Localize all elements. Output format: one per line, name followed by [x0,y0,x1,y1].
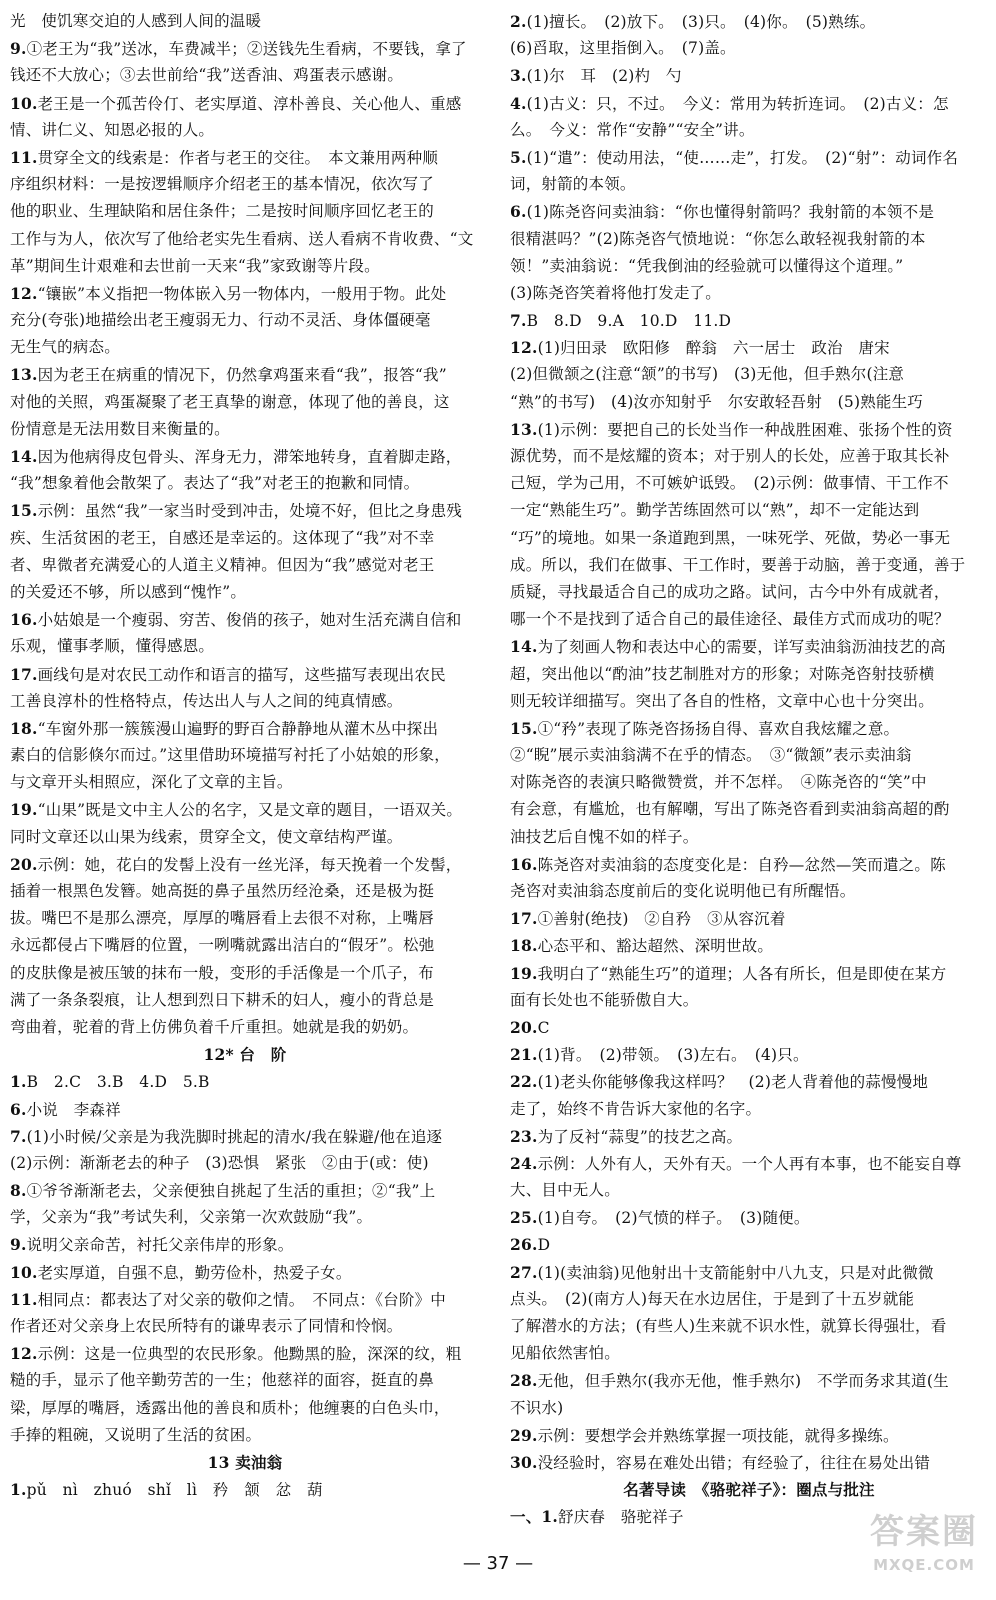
answer-line [10,742,480,769]
answer-line [10,1231,480,1258]
answer-text: 小姑娘是一个瘦弱、穷苦、俊俏的孩子，她对生活充满自信和 [37,611,462,630]
answer-text: 小说 李森祥 [26,1100,121,1119]
answer-text: 弯曲着，驼着的背上仿佛负着千斤重担。她就是我的奶奶。 [10,1017,419,1036]
answer-text: 相同点：都表达了对父亲的敬仰之情。 不同点：《台阶》中 [37,1290,446,1309]
answer-text: 贯穿全文的线索是：作者与老王的交往。 本文兼用两种顺 [37,148,439,167]
answer-text: 对陈尧咨的表演只略微赞赏，并不怎样。 ④陈尧咨的“笑”中 [510,773,927,792]
answer-text: 尧咨对卖油翁态度前后的变化说明他已有所醒悟。 [510,882,856,900]
answer-line [10,62,480,89]
answer-text: 大、目中无人。 [510,1181,620,1200]
question-number: 29. [510,1425,538,1445]
answer-text: 无生气的病态。 [10,338,120,357]
answer-text: 插着一根黑色发簪。她高挺的鼻子虽然历经沧桑，还是极为挺 [10,882,434,900]
answer-line [510,688,988,715]
answer-text: 则无较详细描写。突出了各自的性格，文章中心也十分突出。 [510,691,934,710]
answer-line [10,144,480,171]
answer-text: 哪一个不是找到了适合自己的最佳途径、最佳方式而成功的呢？ [510,610,950,629]
answer-text: 示例：她，花白的发髻上没有一丝光泽，每天挽着一个发髻， [37,855,462,874]
question-number: 20. [510,1017,538,1037]
answer-line [10,1367,480,1394]
answer-line [510,715,988,742]
question-number: 13. [510,419,538,439]
answer-text: 素白的信影倏尔而过。”这里借助环境描写衬托了小姑娘的形象， [10,746,450,765]
question-number: 21. [510,1045,538,1065]
answer-text: (1)古义：只，不过。 今义：常用为转折连词。 (2)古义：怎 [526,94,949,113]
question-number: 16. [510,854,538,874]
question-number: 16. [10,610,38,630]
answer-text: 很精湛吗？”(2)陈尧咨气愤地说：“你怎么敢轻视我射箭的本 [510,229,926,248]
answer-text: 糙的手，显示了他辛勤劳苦的一生；他慈祥的面容，挺直的鼻 [10,1371,434,1390]
answer-line [510,1286,988,1313]
question-number: 15. [10,501,38,521]
answer-text: 油技艺后自愧不如的样子。 [510,827,699,846]
answer-line [10,851,480,878]
answer-text: 手捧的粗碗，又说明了生活的贫困。 [10,1425,262,1444]
answer-line [10,1395,480,1422]
answer-text: 领！”卖油翁说：“凭我倒油的经验就可以懂得这个道理。” [510,256,904,275]
question-number: 27. [510,1262,538,1282]
answer-line [510,606,988,633]
answer-line [510,253,988,280]
answer-text: 与文章开头相照应，深化了文章的主旨。 [10,773,293,792]
question-number: 24. [510,1153,538,1173]
answer-text: 心态平和、豁达超然、深明世故。 [537,937,774,956]
answer-text: 作者还对父亲身上农民所特有的谦卑表示了同情和怜悯。 [10,1317,403,1335]
answer-text: 示例：要想学会并熟练掌握一项技能，就得多操练。 [537,1426,899,1445]
answer-line [10,1286,480,1313]
answer-text: 疾、生活贫困的老王，自感还是幸运的。这体现了“我”对不幸 [10,528,435,547]
answer-text: 陈尧咨对卖油翁的态度变化是：自矜—忿然—笑而遣之。陈 [537,855,946,874]
question-number: 8. [10,1181,27,1201]
question-number: 1. [10,1072,27,1092]
question-number: 19. [10,800,38,820]
question-number: 12. [10,1344,38,1364]
answer-text: (1)擅长。 (2)放下。 (3)只。 (4)你。 (5)熟练。 [526,13,876,31]
answer-text: 拔。嘴巴不是那么漂亮，厚厚的嘴唇看上去很不对称，上嘴唇 [10,909,434,928]
answer-text: 序组织材料：一是按逻辑顺序介绍老王的基本情况，依次写了 [10,175,434,194]
answer-line [10,1014,480,1041]
answer-line [10,715,480,742]
question-number: 22. [510,1072,538,1092]
answer-text: 有会意，有尴尬，也有解嘲，写出了陈尧咨看到卖油翁高超的酌 [510,800,950,819]
answer-line [10,198,480,225]
question-number: 一、1. [510,1507,558,1527]
question-number: 20. [10,854,38,874]
answer-text: (1)示例：要把自己的长处当作一种战胜困难、张扬个性的资 [537,420,953,439]
answer-line [510,416,988,443]
answer-line [510,960,988,987]
answer-line [10,1150,480,1177]
answer-line [510,1150,988,1177]
section-heading: 12* 台 阶 [203,1045,287,1065]
answer-text: 舒庆春 骆驼祥子 [557,1508,684,1527]
answer-line [10,35,480,62]
question-number: 10. [10,1262,38,1282]
answer-text: (1)老头你能够像我这样吗？ (2)老人背着他的蒜慢慢地 [537,1073,929,1092]
answer-line [10,796,480,823]
answer-text: 工善良淳朴的性格特点，传达出人与人之间的纯真情感。 [10,691,403,710]
answer-line [10,1096,480,1123]
answer-line [10,389,480,416]
answer-line [510,1014,988,1041]
answer-line [510,90,988,117]
answer-text: 己短，学为己用，不可嫉妒诋毁。 (2)示例：做事情、干工作不 [510,474,949,493]
answer-text: (2)但微颔之(注意“颔”的书写) (3)无他，但手熟尔(注意 [510,365,905,384]
answer-text: ①爷爷渐渐老去，父亲便独自挑起了生活的重担；②“我”上 [26,1182,436,1201]
answer-text: (1)自夸。 (2)气愤的样子。 (3)随便。 [537,1209,810,1228]
question-number: 17. [510,909,538,929]
answer-text: (1)陈尧咨问卖油翁：“你也懂得射箭吗？我射箭的本领不是 [526,203,935,222]
answer-text: B 8.D 9.A 10.D 11.D [526,312,732,331]
question-number: 6. [10,1099,27,1119]
answer-text: 光 使饥寒交迫的人感到人间的温暖 [10,12,262,30]
answer-text: 为了反衬“蒜叟”的技艺之高。 [537,1127,743,1146]
answer-line [510,1177,988,1204]
answer-text: (6)舀取，这里指倒入。 (7)盖。 [510,39,736,58]
question-number: 14. [10,447,38,466]
answer-line [510,171,988,198]
answer-text: C [537,1018,550,1037]
answer-line [510,987,988,1014]
answer-line [10,1259,480,1286]
question-number: 23. [510,1126,538,1146]
answer-line [10,579,480,606]
answer-text: 示例：人外有人，天外有天。一个人再有本事，也不能妄自尊 [537,1154,962,1173]
watermark-logo: 答案圈 [870,1512,978,1552]
question-number: 7. [510,311,527,331]
answer-line [510,389,988,416]
answer-line [510,62,988,89]
answer-line [10,606,480,633]
answer-text: 面有长处也不能骄傲自大。 [510,990,699,1009]
answer-line [10,253,480,280]
answer-text: 充分(夸张)地描绘出老王瘦弱无力、行动不灵活、身体僵硬毫 [10,311,431,330]
answer-line [510,470,988,497]
answer-text: 乐观，懂事孝顺，懂得感恩。 [10,637,215,656]
answer-line [10,8,480,35]
question-number: 18. [10,718,38,738]
answer-text: 说明父亲命苦，衬托父亲伟岸的形象。 [26,1236,294,1255]
question-number: 12. [510,338,538,358]
answer-line [510,1395,988,1422]
answer-text: 因为老王在病重的情况下，仍然拿鸡蛋来看“我”，报答“我” [37,366,447,385]
question-number: 11. [10,1289,38,1309]
question-number: 5. [510,147,527,167]
answer-line [10,497,480,524]
answer-line [10,1422,480,1449]
answer-line [10,987,480,1014]
answer-line [10,552,480,579]
question-number: 9. [10,1235,27,1255]
question-number: 4. [510,93,527,113]
watermark-url: MXQE.COM [873,1556,975,1574]
answer-text: “我”想象着他会散架了。表达了“我”对老王的抱歉和同情。 [10,474,420,493]
answer-line [510,1259,988,1286]
answer-line [510,1123,988,1150]
question-number: 17. [10,664,38,684]
answer-line [510,932,988,959]
answer-line [510,633,988,660]
question-number: 14. [510,637,538,657]
answer-text: 份情意是无法用数目来衡量的。 [10,419,230,438]
answer-line [10,633,480,660]
answer-line [510,144,988,171]
question-number: 13. [10,365,38,385]
answer-line [510,361,988,388]
answer-line [510,742,988,769]
answer-line [10,661,480,688]
answer-text: “熟”的书写) (4)汝亦知射乎 尔安敢轻吾射 (5)熟能生巧 [510,392,924,411]
answer-text: “巧”的境地。如果一条道跑到黑，一味死学、死做，势必一事无 [510,528,951,547]
answer-line [510,796,988,823]
answer-line [510,1204,988,1231]
answer-line [510,334,988,361]
question-number: 28. [510,1371,538,1391]
answer-line [510,307,988,334]
answer-text: 梁，厚厚的嘴唇，透露出他的善良和质朴；他缠裹的白色头巾， [10,1398,450,1417]
answer-text: 了解潜水的方法；(有些人)生来就不识水性，就算长得强壮，看 [510,1317,947,1335]
answer-line [10,226,480,253]
answer-line [510,1231,988,1258]
answer-text: 没经验时，容易在难处出错；有经验了，往往在易处出错 [537,1453,931,1472]
answer-text: “山果”既是文中主人公的名字，又是文章的题目，一语双关。 [37,801,463,820]
question-number: 10. [10,93,38,113]
answer-text: 他的职业、生理缺陷和居住条件；二是按时间顺序回忆老王的 [10,202,434,221]
answer-line [10,1313,480,1340]
answer-text: 不识水) [510,1398,564,1417]
answer-text: D [537,1236,551,1255]
answer-text: 走了，始终不肯告诉大家他的名字。 [510,1099,762,1118]
answer-text: ①“矜”表现了陈尧咨扬扬自得、喜欢自我炫耀之意。 [537,719,900,738]
answer-text: 为了刻画人物和表达中心的需要，详写卖油翁沥油技艺的高 [537,638,946,657]
section-heading: 13 卖油翁 [207,1452,283,1472]
answer-text: 我明白了“熟能生巧”的道理；人各有所长，但是即使在某方 [537,964,947,983]
answer-text: 无他，但手熟尔(我亦无他，惟手熟尔) 不学而务求其道(生 [537,1372,949,1391]
answer-text: (1)(卖油翁)见他射出十支箭能射中八九支，只是对此微微 [537,1263,934,1282]
answer-text: 情、讲仁义、知恩必报的人。 [10,120,215,139]
answer-text: 同时文章还以山果为线索，贯穿全文，使文章结构严谨。 [10,827,403,846]
answer-line [10,1476,480,1503]
answer-text: ②“睨”展示卖油翁满不在乎的情态。 ③“微颔”表示卖油翁 [510,746,912,765]
answer-text: pǔ nì zhuó shǐ lì 矜 颔 忿 葫 [26,1481,323,1500]
answer-text: 点头。 (2)(南方人)每天在水边居住，于是到了十五岁就能 [510,1289,915,1308]
answer-line [510,198,988,225]
answer-line [510,1041,988,1068]
answer-text: 见船依然害怕。 [510,1344,620,1363]
answer-line [510,769,988,796]
right-column [510,8,988,1531]
answer-line [510,851,988,878]
answer-text: 的关爱还不够，所以感到“愧怍”。 [10,582,247,601]
answer-text: (1)小时候/父亲是为我洗脚时挑起的清水/我在躲避/他在追逐 [26,1127,443,1146]
question-number: 12. [10,283,38,303]
answer-line [10,90,480,117]
answer-line [510,1422,988,1449]
question-number: 9. [10,39,27,59]
answer-line [510,824,988,851]
answer-line [510,579,988,606]
answer-text: “车窗外那一簇簇漫山遍野的野百合静静地从灌木丛中探出 [37,719,439,738]
answer-line [510,8,988,35]
answer-text: 钱还不大放心；③去世前给“我”送香油、鸡蛋表示感谢。 [10,66,404,85]
answer-line [10,1204,480,1231]
answer-line [510,878,988,905]
answer-text: (1)归田录 欧阳修 醉翁 六一居士 政治 唐宋 [537,339,890,358]
answer-line [10,960,480,987]
answer-line [10,688,480,715]
answer-text: 一定“熟能生巧”。勤学苦练固然可以“熟”，却不一定能达到 [510,501,920,520]
answer-line [510,1340,988,1367]
answer-text: (2)示例：渐渐老去的种子 (3)恐惧 紧张 ②由于(或：使) [10,1153,429,1172]
answer-line [10,525,480,552]
question-number: 3. [510,66,527,86]
answer-text: (3)陈尧咨笑着将他打发走了。 [510,283,721,302]
question-number: 25. [510,1208,538,1228]
answer-text: 革”期间生计艰难和去世前一天来“我”家致谢等片段。 [10,256,380,275]
answer-line [510,280,988,307]
answer-line [510,117,988,144]
question-number: 15. [510,718,538,738]
section-heading: 名著导读 《骆驼祥子》：圈点与批注 [623,1480,875,1500]
question-number: 6. [510,202,527,222]
answer-line [10,905,480,932]
answer-line [10,878,480,905]
answer-text: 的皮肤像是被压皱的抹布一般，变形的手活像是一个爪子，布 [10,963,434,982]
left-column [10,8,480,1503]
answer-text: 满了一条条裂痕，让人想到烈日下耕禾的妇人，瘦小的背总是 [10,990,434,1009]
answer-text: 质疑，寻找最适合自己的成功之路。试问，古今中外有成就者， [510,582,950,601]
answer-line [10,1068,480,1095]
answer-text: 老王是一个孤苦伶仃、老实厚道、淳朴善良、关心他人、重感 [37,94,462,113]
answer-line [510,552,988,579]
answer-text: 学，父亲为“我”考试失利，父亲第一次欢鼓励“我”。 [10,1208,373,1227]
answer-line [510,1367,988,1394]
answer-line [10,932,480,959]
question-number: 30. [510,1452,538,1472]
answer-line [510,661,988,688]
answer-line [10,334,480,361]
answer-text: 示例：虽然“我”一家当时受到冲击，处境不好，但比之身患残 [37,502,463,521]
answer-line [10,824,480,851]
answer-line [510,1449,988,1476]
answer-text: ①老王为“我”送冰，车费减半；②送钱先生看病，不要钱，拿了 [26,40,467,59]
answer-line [10,1123,480,1150]
answer-text: (1)尔 耳 (2)杓 勺 [526,67,682,86]
question-number: 19. [510,963,538,983]
watermark [864,1510,984,1590]
answer-line [10,280,480,307]
answer-text: 成。所以，我们在做事、干工作时，要善于动脑，善于变通，善于 [510,555,966,574]
answer-text: (1)“遣”：使动用法，“使……走”，打发。 (2)“射”：动词作名 [526,148,959,167]
answer-text: 老实厚道，自强不息，勤劳俭朴，热爱子女。 [37,1263,352,1282]
answer-text: 对他的关照，鸡蛋凝聚了老王真挚的谢意，体现了他的善良，这 [10,392,450,411]
question-number: 26. [510,1235,538,1255]
answer-line [10,1177,480,1204]
answer-text: 超，突出他以“酌油”技艺制胜对方的形象；对陈尧咨射技骄横 [510,664,935,683]
answer-text: “镶嵌”本义指把一物体嵌入另一物体内，一般用于物。此处 [37,284,447,303]
answer-text: 因为他病得皮包骨头、浑身无力，滞笨地转身，直着脚走路， [37,448,462,466]
answer-text: 永远都侵占下嘴唇的位置，一咧嘴就露出洁白的“假牙”。松弛 [10,936,435,955]
answer-line [10,416,480,443]
answer-line [510,443,988,470]
answer-line [10,443,480,470]
answer-line [510,905,988,932]
answer-line [10,769,480,796]
answer-line [10,171,480,198]
answer-line [510,1096,988,1123]
question-number: 11. [10,147,38,167]
answer-line [510,35,988,62]
question-number: 7. [10,1126,27,1146]
page-number: — 37 — [462,1553,534,1574]
answer-text: 工作与为人，依次写了他给老实先生看病、送人看病不肯收费、“文 [10,229,474,248]
question-number: 2. [510,12,527,31]
answer-line [510,226,988,253]
answer-line [510,525,988,552]
answer-text: 者、卑微者充满爱心的人道主义精神。但因为“我”感觉对老王 [10,555,435,574]
answer-text: B 2.C 3.B 4.D 5.B [26,1073,210,1092]
question-number: 18. [510,936,538,956]
answer-text: 示例：这是一位典型的农民形象。他黝黑的脸，深深的纹，粗 [37,1345,462,1364]
answer-text: 么。 今义：常作“安静”“安全”讲。 [510,120,755,139]
answer-line [510,497,988,524]
answer-text: 源优势，而不是炫耀的资本；对于别人的长处，应善于取其长补 [510,447,950,465]
answer-text: 词，射箭的本领。 [510,175,636,194]
answer-line [510,1313,988,1340]
answer-line [10,361,480,388]
answer-line [10,1340,480,1367]
answer-text: 画线句是对农民工动作和语言的描写，这些描写表现出农民 [37,665,446,684]
question-number: 1. [10,1480,27,1500]
answer-line [10,470,480,497]
answer-text: (1)背。 (2)带领。 (3)左右。 (4)只。 [537,1046,809,1065]
answer-line [10,117,480,144]
answer-line [10,307,480,334]
answer-line [510,1068,988,1095]
answer-text: ①善射(绝技) ②自矜 ③从容沉着 [537,910,786,929]
